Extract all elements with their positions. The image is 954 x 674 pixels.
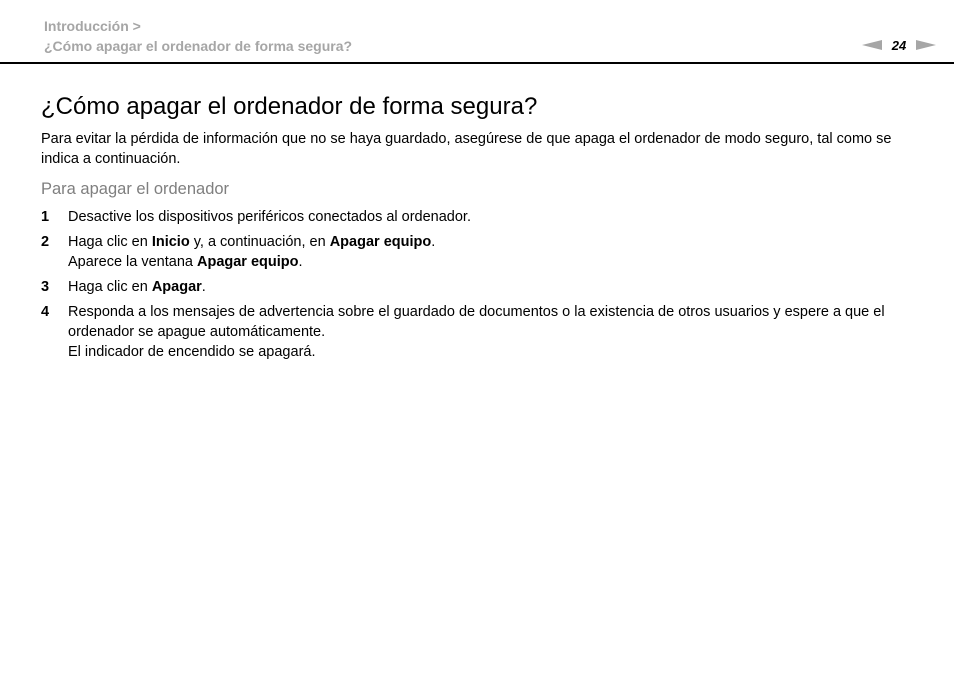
header-divider bbox=[0, 62, 954, 64]
step-number: 3 bbox=[41, 279, 50, 295]
step-number: 4 bbox=[41, 304, 50, 320]
step-text: Desactive los dispositivos periféricos conectados al ordenador. bbox=[68, 209, 471, 225]
list-item bbox=[41, 277, 921, 297]
previous-page-arrow-icon[interactable] bbox=[862, 40, 882, 50]
step-text bbox=[68, 232, 921, 252]
step-text: Responda a los mensajes de advertencia sobre el guardado de documentos o la existencia de otros usuarios y espere a que el ordenador se apague automáticamente. bbox=[68, 304, 885, 340]
page-navigation bbox=[862, 36, 936, 54]
list-item bbox=[41, 232, 921, 272]
step-text-part: Haga clic en bbox=[68, 234, 152, 250]
section-subtitle: Para apagar el ordenador bbox=[41, 180, 230, 198]
step-text-part: . bbox=[431, 234, 436, 250]
list-item bbox=[41, 207, 921, 227]
page-number: 24 bbox=[891, 37, 907, 53]
step-bold-term: Apagar equipo bbox=[196, 254, 299, 270]
step-text-part: . bbox=[201, 279, 206, 295]
step-text-part: Haga clic en bbox=[68, 279, 152, 295]
step-number: 2 bbox=[41, 234, 50, 250]
page-header bbox=[0, 0, 954, 64]
step-bold-term: Inicio bbox=[151, 234, 190, 250]
step-bold-term: Apagar equipo bbox=[329, 234, 432, 250]
step-result-text: El indicador de encendido se apagará. bbox=[68, 344, 316, 360]
step-bold-term: Apagar bbox=[151, 279, 202, 295]
step-text-part: . bbox=[298, 254, 303, 270]
next-page-arrow-icon[interactable] bbox=[916, 40, 936, 50]
page-title: ¿Cómo apagar el ordenador de forma segura? bbox=[41, 93, 538, 120]
breadcrumb bbox=[44, 16, 352, 56]
step-text bbox=[68, 277, 921, 297]
step-text-part: Aparece la ventana bbox=[68, 254, 197, 270]
step-text-part: y, a continuación, en bbox=[189, 234, 330, 250]
step-number: 1 bbox=[41, 209, 50, 225]
breadcrumb-current-page: ¿Cómo apagar el ordenador de forma segura? bbox=[44, 38, 353, 54]
main-content bbox=[41, 92, 921, 367]
list-item bbox=[41, 302, 921, 362]
steps-list bbox=[41, 207, 921, 362]
breadcrumb-section-link[interactable]: Introducción > bbox=[44, 18, 141, 34]
intro-paragraph: Para evitar la pérdida de información que no se haya guardado, asegúrese de que apaga el ordenador de modo seguro, tal como se indica a continuación. bbox=[41, 131, 892, 167]
step-result-text bbox=[68, 252, 921, 272]
